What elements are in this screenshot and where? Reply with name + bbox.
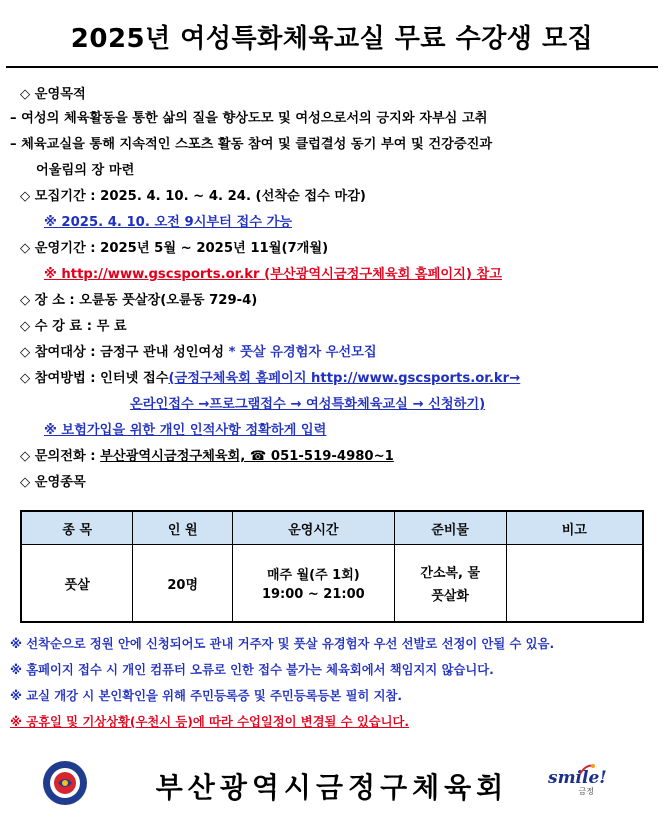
fee: ◇ 수 강 료 : 무 료: [20, 319, 127, 334]
method-label: ◇ 참여방법 : 인터넷 접수: [20, 371, 169, 386]
smile-logo-text: smile!: [548, 768, 607, 788]
cell-prep: [394, 545, 506, 623]
program-heading: ◇ 운영종목: [20, 475, 86, 490]
program-table: [20, 510, 644, 623]
col-people: 인 원: [133, 511, 233, 545]
contact-value: 부산광역시금정구체육회, ☎ 051-519-4980~1: [100, 449, 394, 464]
target-label: ◇ 참여대상 : 금정구 관내 성인여성: [20, 345, 229, 360]
cell-time: [232, 545, 394, 623]
place: ◇ 장 소 : 오륜동 풋살장(오륜동 729-4): [20, 293, 258, 308]
col-remark: 비고: [506, 511, 643, 545]
notice-1: ※ 선착순으로 정원 안에 신청되어도 관내 거주자 및 풋살 유경험자 우선 선발로 선정이 안될 수 있음.: [10, 637, 555, 651]
notice-3: ※ 교실 개강 시 본인확인을 위해 주민등록증 및 주민등록등본 필히 지참.: [10, 689, 403, 703]
col-prep: 준비물: [394, 511, 506, 545]
operate-period: ◇ 운영기간 : 2025년 5월 ~ 2025년 11월(7개월): [20, 241, 329, 256]
contact: [20, 448, 394, 466]
cell-sport: 풋살: [21, 545, 133, 623]
recruit-note: ※ 2025. 4. 10. 오전 9시부터 접수 가능: [44, 215, 293, 230]
contact-label: ◇ 문의전화 :: [20, 449, 101, 464]
cell-time-line-1: 매주 월(주 1회): [266, 568, 360, 583]
recruit-period: ◇ 모집기간 : 2025. 4. 10. ~ 4. 24. (선착순 접수 마감): [20, 189, 366, 204]
cell-remark: [506, 545, 643, 623]
notice-4: ※ 공휴일 및 기상상황(우천시 등)에 따라 수업일정이 변경될 수 있습니다.: [10, 715, 410, 729]
purpose-heading: ◇ 운영목적: [20, 87, 86, 102]
method-note: ※ 보험가입을 위한 개인 인적사항 정확하게 입력: [44, 423, 327, 438]
table-header-row: [21, 511, 643, 545]
purpose-line-2: – 체육교실을 통해 지속적인 스포츠 활동 참여 및 클럽결성 동기 부여 및 건강증진과: [10, 137, 493, 152]
col-sport: 종 목: [21, 511, 133, 545]
method: [20, 370, 520, 388]
method-link-2[interactable]: 온라인접수 →프로그램접수 → 여성특화체육교실 → 신청하기): [130, 397, 486, 412]
cell-time-line-2: 19:00 ~ 21:00: [261, 587, 365, 602]
smile-logo-sub: 금정: [578, 787, 594, 796]
org-footer: 부산광역시금정구체육회: [155, 771, 509, 804]
target-note: * 풋살 유경험자 우선모집: [228, 345, 377, 360]
table-row: [21, 545, 643, 623]
title-divider: [6, 66, 658, 68]
smile-geumjeong-logo: [548, 768, 608, 808]
purpose-line-1: – 여성의 체육활동을 통한 삶의 질을 향상도모 및 여성으로서의 긍지와 자부심 고취: [10, 111, 488, 126]
operate-note-link[interactable]: ※ http://www.gscsports.or.kr (부산광역시금정구체육회 홈페이지) 참고: [44, 267, 502, 282]
cell-prep-line-1: 간소복, 물: [420, 566, 481, 581]
smile-accent-icon: [578, 762, 596, 776]
col-time: 운영시간: [232, 511, 394, 545]
cell-prep-line-2: 풋살화: [431, 589, 469, 604]
notice-2: ※ 홈페이지 접수 시 개인 컴퓨터 오류로 인한 접수 불가는 체육회에서 책임지지 않습니다.: [10, 663, 494, 677]
page-title: 2025년 여성특화체육교실 무료 수강생 모집: [70, 24, 594, 54]
method-link-1[interactable]: (금정구체육회 홈페이지 http://www.gscsports.or.kr→: [168, 371, 521, 386]
target: [20, 344, 377, 362]
purpose-line-3: 어울림의 장 마련: [36, 163, 135, 178]
cell-people: 20명: [133, 545, 233, 623]
